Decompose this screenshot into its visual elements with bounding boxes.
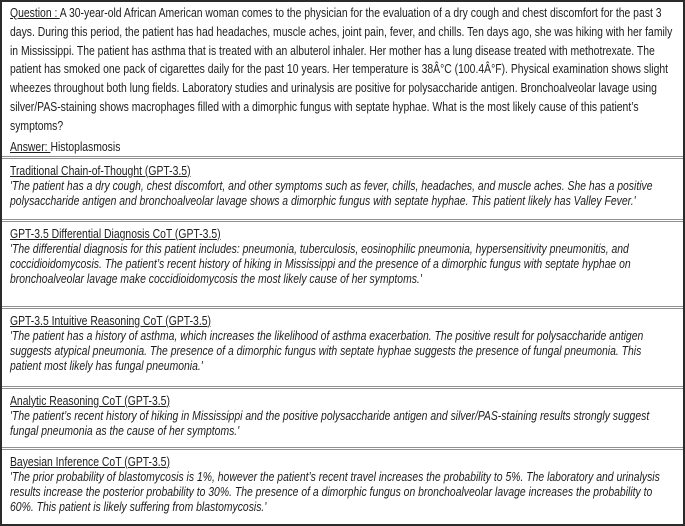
question-answer-section bbox=[2, 2, 683, 156]
answer-text: Histoplasmosis bbox=[50, 138, 121, 154]
section-quote: 'The patient’s recent history of hiking in Mississippi and the positive polysaccharide antigen and silver/PAS-staining results strongly suggest fungal pneumonia as the cause of her symptoms.' bbox=[10, 407, 650, 438]
answer-paragraph bbox=[10, 139, 674, 154]
section-bayesian-inference-cot bbox=[2, 450, 683, 514]
section-heading: Bayesian Inference CoT (GPT-3.5) bbox=[10, 453, 170, 469]
section-intuitive-reasoning-cot bbox=[2, 309, 683, 386]
question-paragraph bbox=[10, 4, 674, 136]
section-quote: 'The patient has a dry cough, chest discomfort, and other symptoms such as fever, chills, headaches, and muscle aches. She has a positive polysaccharide antigen and bronchoalveolar lavage shows a dimorphic fungus with septate hyphae. This patient likely has Valley Fever.' bbox=[10, 177, 653, 208]
question-text: A 30-year-old African American woman comes to the physician for the evaluation of a dry cough and chest discomfort for the past 3 days. During this period, the patient has had headaches, muscle aches, joint pain, fever, and chills. Ten days ago, she was hiking with her family in Mississippi. The patient has asthma that is treated with an albuterol inhaler. Her mother has a lung disease treated with methotrexate. The patient has smoked one pack of cigarettes daily for the past 10 years. Her temperature is 38Â°C (100.4Â°F). Physical examination shows slight wheezes throughout both lung fields. Laboratory studies and urinalysis are positive for polysaccharide antigen. Bronchoalveolar lavage using silver/PAS-staining shows macrophages filled with a dimorphic fungus with septate hyphae. What is the most likely cause of this patient’s symptoms? bbox=[10, 5, 673, 133]
section-analytic-reasoning-cot bbox=[2, 389, 683, 447]
section-quote: 'The patient has a history of asthma, which increases the likelihood of asthma exacerbation. The positive result for polysaccharide antigen suggests atypical pneumonia. The presence of a dimorphic fungus with septate hyphae suggests the presence of fungal pneumonia. This patient most likely has fungal pneumonia.' bbox=[10, 327, 644, 373]
question-label: Question : bbox=[10, 5, 60, 20]
section-differential-diagnosis-cot bbox=[2, 222, 683, 306]
section-heading: GPT-3.5 Differential Diagnosis CoT (GPT-3.5) bbox=[10, 225, 221, 241]
section-quote: 'The differential diagnosis for this patient includes: pneumonia, tuberculosis, eosinophilic pneumonia, hypersensitivity pneumonitis, and coccidioidomycosis. The patient’s recent history of hiking in Mississippi and the presence of a dimorphic fungus with septate hyphae on bronchoalveolar lavage make coccidioidomycosis the most likely cause of her symptoms.' bbox=[10, 240, 631, 286]
answer-label: Answer: bbox=[10, 138, 51, 154]
section-traditional-cot bbox=[2, 159, 683, 219]
section-heading: GPT-3.5 Intuitive Reasoning CoT (GPT-3.5) bbox=[10, 312, 211, 328]
section-heading: Traditional Chain-of-Thought (GPT-3.5) bbox=[10, 162, 191, 178]
section-heading: Analytic Reasoning CoT (GPT-3.5) bbox=[10, 392, 170, 408]
section-quote: 'The prior probability of blastomycosis is 1%, however the patient’s recent travel increases the probability to 5%. The laboratory and urinalysis results increase the posterior probability to 30%. The presence of a dimorphic fungus on bronchoalveolar lavage increases the probability to 60%. This patient is likely suffering from blastomycosis.' bbox=[10, 468, 660, 514]
